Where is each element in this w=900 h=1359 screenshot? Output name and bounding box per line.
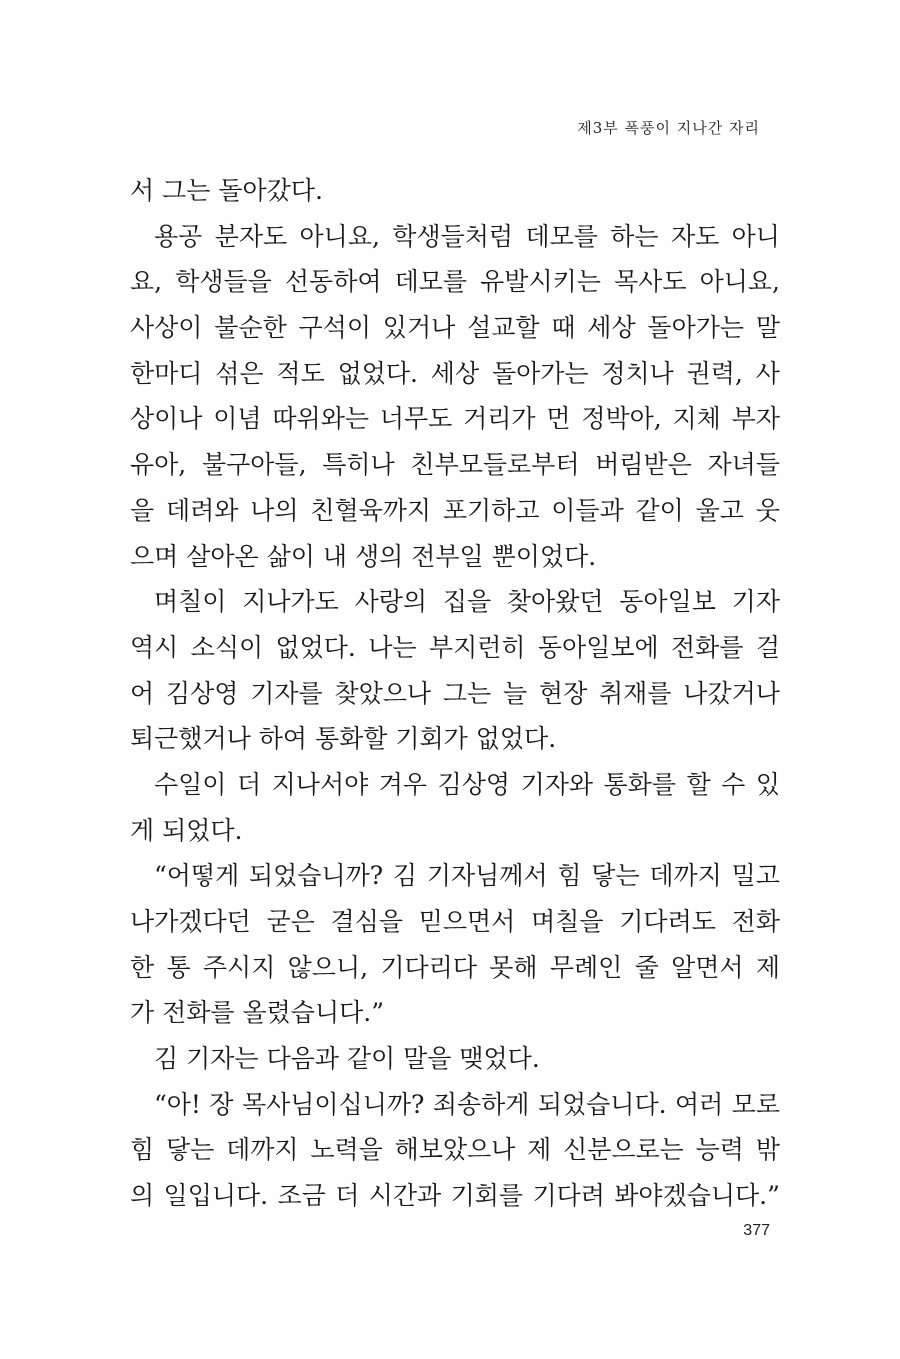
text-word: 지나서야 — [271, 769, 369, 799]
text-word: 밖 — [755, 1135, 780, 1165]
text-word: 용공 — [154, 221, 203, 251]
text-line-content: 가 전화를 올렸습니다.” — [130, 998, 384, 1028]
text-word: 사 — [755, 358, 780, 388]
text-line — [130, 1082, 780, 1128]
text-word: 죄송하게 — [432, 1089, 530, 1119]
text-word: 무례인 — [549, 952, 623, 982]
text-word: 알면서 — [671, 952, 744, 982]
text-line — [130, 945, 780, 991]
text-word: 소식이 — [190, 632, 264, 662]
text-word: 통화를 — [603, 769, 676, 799]
text-word: 김상영 — [165, 678, 239, 708]
text-word: 아니 — [731, 221, 780, 251]
text-word: 웃 — [755, 495, 780, 525]
text-word: 울고 — [695, 495, 744, 525]
text-word: 없었다. — [337, 358, 418, 388]
text-line — [130, 1036, 780, 1082]
text-word: 늘 — [502, 678, 528, 708]
text-word: 따위와는 — [272, 404, 369, 434]
text-word: 거리가 — [463, 404, 536, 434]
text-word: “어떻게 — [154, 861, 240, 891]
text-word: 유아, — [130, 450, 187, 480]
text-word: 정박아, — [581, 404, 662, 434]
page-number: 377 — [743, 1222, 770, 1239]
text-word: 기자 — [731, 587, 780, 617]
text-word: 여러 — [674, 1089, 724, 1119]
text-word: 전화 — [731, 907, 780, 936]
text-word: 그는 — [442, 678, 492, 708]
text-word: 설교할 — [467, 313, 540, 343]
text-word: 찾아왔던 — [506, 587, 604, 617]
text-word: 능력 — [695, 1135, 744, 1165]
text-word: 포기하고 — [442, 495, 540, 525]
text-word: 나갔거나 — [683, 678, 780, 708]
text-word: 지나가도 — [242, 587, 339, 617]
text-word: 이들과 — [551, 495, 624, 525]
text-word: 데려와 — [165, 495, 239, 525]
text-word: 나가겠다던 — [130, 907, 251, 936]
text-word: 있 — [755, 769, 780, 799]
text-word: 유발시키는 — [480, 267, 601, 297]
text-word: 자녀들 — [707, 450, 780, 480]
text-word: 학생들을 — [175, 267, 272, 297]
text-line — [130, 716, 780, 762]
text-word: 너무도 — [379, 404, 453, 434]
text-word: 친혈육까지 — [310, 495, 432, 525]
text-word: 한마디 — [130, 358, 203, 388]
text-line — [130, 442, 780, 488]
text-word: 말 — [755, 313, 780, 343]
text-line — [130, 259, 780, 305]
text-word: 사상이 — [130, 313, 203, 343]
text-line — [130, 488, 780, 534]
text-word: 지체 — [672, 404, 721, 434]
text-word: 더 — [335, 1181, 360, 1211]
text-line — [130, 762, 780, 808]
text-word: 더 — [236, 769, 262, 799]
text-word: 있거나 — [382, 313, 456, 343]
text-word: 한 — [130, 952, 155, 982]
text-word: 기다려 — [532, 1181, 605, 1211]
text-word: 수일이 — [154, 769, 227, 799]
text-word: “아! — [154, 1089, 201, 1119]
text-word: 되었습니까? — [249, 861, 384, 891]
text-word: 없었다. — [275, 632, 356, 662]
text-word: 권력, — [686, 358, 743, 388]
text-word: 의 — [130, 1181, 155, 1211]
text-line — [130, 899, 780, 945]
text-word: 되었습니다. — [537, 1089, 667, 1119]
text-word: 힘 — [557, 861, 582, 891]
text-word: 해보았으나 — [394, 1135, 516, 1165]
text-word: 섞은 — [215, 358, 264, 388]
text-word: 아니요, — [699, 267, 780, 297]
text-word: 특히나 — [322, 450, 395, 480]
text-word: 목사도 — [614, 267, 687, 297]
text-word: 현장 — [538, 678, 588, 708]
text-word: 데까지 — [649, 861, 722, 891]
text-word: 집을 — [442, 587, 492, 617]
text-word: 기자와 — [520, 769, 594, 799]
text-word: 목사님이십니까? — [241, 1089, 425, 1119]
text-word: 부지런히 — [428, 632, 526, 662]
text-word: 적도 — [276, 358, 325, 388]
text-word: 동아일보 — [619, 587, 716, 617]
text-line — [130, 579, 780, 625]
text-word: 하는 — [610, 221, 659, 251]
text-word: 부자 — [731, 404, 780, 434]
text-line — [130, 808, 780, 854]
text-word: 봐야겠습니다.” — [614, 1181, 780, 1211]
text-line-content: 으며 살아온 삶이 내 생의 전부일 뿐이었다. — [130, 541, 597, 571]
text-word: 제 — [755, 952, 780, 982]
text-word: 친부모들로부터 — [410, 450, 580, 480]
text-word: 먼 — [546, 404, 571, 434]
text-word: 기다려도 — [619, 907, 716, 936]
text-word: 정치나 — [601, 358, 674, 388]
text-line — [130, 990, 780, 1036]
text-word: 사랑의 — [354, 587, 428, 617]
text-word: 을 — [130, 495, 155, 525]
text-word: 닿는 — [591, 861, 640, 891]
text-word: 신분으로는 — [563, 1135, 684, 1165]
text-word: 결심을 — [330, 907, 403, 936]
text-word: 며칠을 — [531, 907, 604, 936]
text-line — [130, 1173, 780, 1219]
text-line-content: 게 되었다. — [130, 815, 243, 845]
text-word: 기회를 — [450, 1181, 524, 1211]
text-line — [130, 671, 780, 717]
text-word: 데모를 — [525, 221, 598, 251]
text-line — [130, 305, 780, 351]
text-word: 불순한 — [214, 313, 287, 343]
text-word: 장 — [209, 1089, 234, 1119]
text-word: 기자를 — [250, 678, 323, 708]
text-word: 역시 — [130, 632, 179, 662]
text-word: 노력을 — [310, 1135, 383, 1165]
text-line — [130, 168, 780, 214]
text-word: 선동하여 — [284, 267, 382, 297]
text-word: 시간과 — [368, 1181, 442, 1211]
text-word: 데모를 — [394, 267, 468, 297]
text-word: 세상 — [430, 358, 480, 388]
body-text — [130, 168, 780, 1219]
text-word: 김 — [392, 861, 418, 891]
text-word: 학생들처럼 — [392, 221, 514, 251]
text-word: 겨우 — [378, 769, 428, 799]
text-line — [130, 853, 780, 899]
text-word: 돌아가는 — [491, 358, 589, 388]
text-word: 못해 — [489, 952, 538, 982]
text-word: 닿는 — [165, 1135, 215, 1165]
text-word: 찾았으나 — [334, 678, 432, 708]
text-word: 이념 — [213, 404, 262, 434]
text-line-content: 김 기자는 다음과 같이 말을 맺었다. — [154, 1044, 540, 1074]
text-line — [130, 351, 780, 397]
text-word: 구석이 — [298, 313, 371, 343]
text-word: 세상 — [587, 313, 636, 343]
text-word: 나는 — [368, 632, 417, 662]
text-word: 걸 — [755, 632, 780, 662]
text-word: 주시지 — [202, 952, 276, 982]
text-word: 힘 — [130, 1135, 155, 1165]
text-word: 자도 — [670, 221, 720, 251]
text-word: 때 — [551, 313, 576, 343]
text-word: 밀고 — [731, 861, 780, 891]
text-word: 조금 — [277, 1181, 326, 1211]
text-word: 상이나 — [130, 404, 203, 434]
text-line — [130, 1127, 780, 1173]
text-word: 수 — [721, 769, 746, 799]
text-word: 믿으면서 — [418, 907, 516, 936]
text-word: 며칠이 — [154, 587, 227, 617]
text-word: 기다리다 — [380, 952, 477, 982]
running-header: 제3부 폭풍이 지나간 자리 — [577, 119, 760, 137]
text-word: 전화를 — [671, 632, 744, 662]
text-word: 나의 — [250, 495, 299, 525]
text-word: 김상영 — [437, 769, 511, 799]
text-word: 데까지 — [226, 1135, 299, 1165]
text-line — [130, 625, 780, 671]
text-word: 제 — [527, 1135, 552, 1165]
text-word: 동아일보에 — [537, 632, 659, 662]
text-word: 아니요, — [299, 221, 380, 251]
text-word: 할 — [686, 769, 711, 799]
text-word: 모로 — [731, 1089, 780, 1119]
text-line-content: 서 그는 돌아갔다. — [130, 176, 323, 205]
text-word: 버림받은 — [595, 450, 692, 480]
text-word: 줄 — [634, 952, 659, 982]
text-word: 어 — [130, 678, 155, 708]
text-word: 불구아들, — [201, 450, 307, 480]
text-word: 돌아가는 — [647, 313, 745, 343]
text-line — [130, 396, 780, 442]
text-word: 분자도 — [214, 221, 288, 251]
text-word: 같이 — [635, 495, 684, 525]
text-word: 일입니다. — [163, 1181, 269, 1211]
text-line-content: 퇴근했거나 하여 통화할 기회가 없었다. — [130, 724, 557, 754]
text-line — [130, 534, 780, 580]
text-word: 요, — [130, 267, 163, 297]
text-word: 굳은 — [266, 907, 315, 936]
text-word: 않으니, — [287, 952, 369, 982]
text-word: 기자님께서 — [426, 861, 548, 891]
text-line — [130, 214, 780, 260]
text-word: 취재를 — [599, 678, 672, 708]
text-word: 통 — [166, 952, 191, 982]
